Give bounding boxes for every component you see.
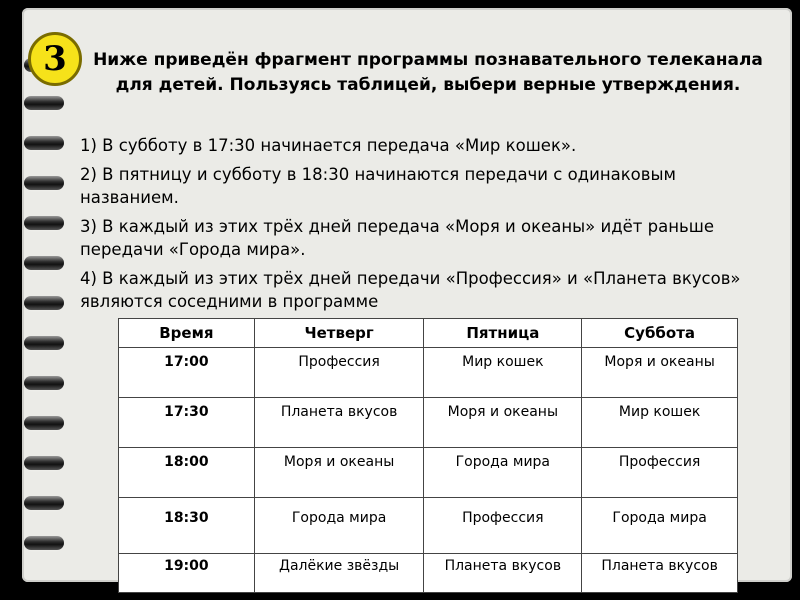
statement-4: 4) В каждый из этих трёх дней передачи «Профессия» и «Планета вкусов» являются соседними в программе (80, 269, 741, 311)
spiral-ring (24, 336, 64, 350)
table-row (119, 448, 738, 498)
time-cell: 19:00 (119, 554, 255, 593)
header-time: Время (119, 319, 255, 348)
time-cell: 18:30 (119, 498, 255, 554)
program-cell: Города мира (582, 498, 738, 554)
table-header-row (119, 319, 738, 348)
program-cell: Мир кошек (424, 348, 582, 398)
program-cell: Моря и океаны (424, 398, 582, 448)
program-cell: Профессия (424, 498, 582, 554)
program-cell: Профессия (254, 348, 424, 398)
table-row (119, 348, 738, 398)
table-row (119, 398, 738, 448)
time-cell: 17:00 (119, 348, 255, 398)
statement-3: 3) В каждый из этих трёх дней передача «Моря и океаны» идёт раньше передачи «Города мира». (80, 217, 714, 259)
program-cell: Города мира (254, 498, 424, 554)
program-cell: Моря и океаны (582, 348, 738, 398)
program-cell: Мир кошек (582, 398, 738, 448)
statements-list (80, 134, 780, 319)
program-cell: Планета вкусов (424, 554, 582, 593)
spiral-ring (24, 256, 64, 270)
table-row (119, 498, 738, 554)
header-thursday: Четверг (254, 319, 424, 348)
spiral-ring (24, 176, 64, 190)
tv-schedule-table (118, 318, 738, 593)
header-saturday: Суббота (582, 319, 738, 348)
table-row (119, 554, 738, 593)
spiral-ring (24, 96, 64, 110)
statement-2: 2) В пятницу и субботу в 18:30 начинаются передачи с одинаковым названием. (80, 165, 676, 207)
program-cell: Профессия (582, 448, 738, 498)
program-cell: Планета вкусов (254, 398, 424, 448)
program-cell: Моря и океаны (254, 448, 424, 498)
time-cell: 17:30 (119, 398, 255, 448)
spiral-ring (24, 296, 64, 310)
time-cell: 18:00 (119, 448, 255, 498)
spiral-ring (24, 456, 64, 470)
task-title: Ниже приведён фрагмент программы познавательного телеканала для детей. Пользуясь таблицей, выбери верные утверждения. (93, 50, 763, 95)
header-friday: Пятница (424, 319, 582, 348)
spiral-ring (24, 536, 64, 550)
spiral-ring (24, 376, 64, 390)
program-cell: Города мира (424, 448, 582, 498)
spiral-ring (24, 216, 64, 230)
statement-1: 1) В субботу в 17:30 начинается передача «Мир кошек». (80, 136, 577, 155)
program-cell: Далёкие звёзды (254, 554, 424, 593)
spiral-ring (24, 136, 64, 150)
spiral-ring (24, 496, 64, 510)
task-number-badge: 3 (28, 32, 82, 86)
spiral-ring (24, 416, 64, 430)
program-cell: Планета вкусов (582, 554, 738, 593)
